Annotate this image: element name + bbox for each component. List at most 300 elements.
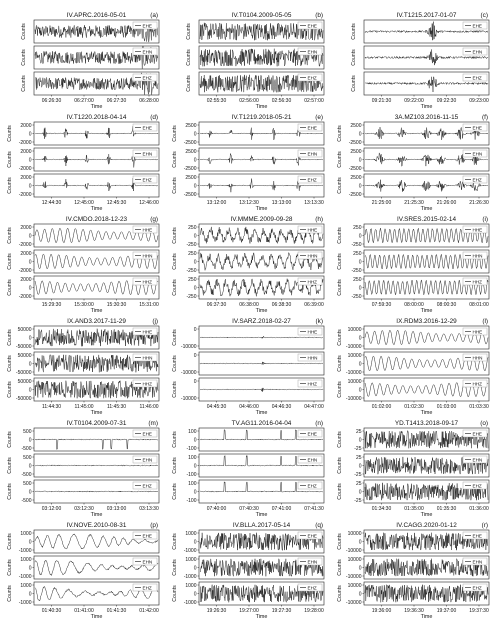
x-tick-label: 06:38:30 (271, 302, 292, 308)
y-tick-label: 10000 (347, 556, 362, 563)
y-axis-label: Counts (172, 253, 178, 270)
x-tick-label: 01:03:00 (436, 404, 457, 410)
subplot-letter: (o) (480, 420, 488, 427)
y-tick-label: 0 (193, 233, 197, 240)
subplot-title: IV.T0104.2009-07-31 (66, 420, 127, 427)
y-tick-label: -100 (186, 471, 197, 478)
y-tick-label: -100 (186, 445, 197, 452)
subplot-title: IV.NOVE.2010-08-31 (66, 522, 127, 529)
legend-label: EHN (307, 559, 318, 565)
x-tick-label: 19:27:30 (271, 608, 292, 614)
y-axis-label: Counts (172, 329, 178, 346)
x-tick-label: 03:13:00 (106, 506, 127, 512)
y-tick-label: -2000 (18, 241, 32, 248)
x-axis-label: Time (90, 512, 103, 518)
x-tick-label: 07:41:00 (271, 506, 292, 512)
y-axis-label: Counts (337, 355, 343, 372)
y-tick-label: 0 (193, 489, 197, 496)
subplot-title: IV.MMME.2009-09-28 (230, 216, 293, 223)
legend-label: EHE (472, 431, 482, 437)
x-axis-label: Time (90, 206, 103, 212)
legend-label: HHZ (307, 381, 317, 387)
subplot-title: YD.T1413.2018-09-17 (394, 420, 459, 427)
y-tick-label: -10000 (345, 395, 362, 402)
y-tick-label: -50000 (15, 343, 32, 350)
y-tick-label: 10000 (347, 530, 362, 537)
x-tick-label: 06:38:00 (239, 302, 259, 308)
subplot-title: IX.AND3.2017-11-29 (67, 318, 126, 325)
y-tick-label: 0 (358, 387, 362, 394)
y-tick-label: -50000 (15, 369, 32, 376)
y-tick-label: -500 (21, 445, 32, 452)
y-tick-label: 0 (358, 489, 362, 496)
subplot-letter: (c) (480, 12, 488, 19)
legend-label: EHZ (142, 483, 152, 489)
y-tick-label: 0 (28, 285, 32, 292)
legend-label: HHZ (472, 381, 482, 387)
y-tick-label: 1000 (20, 556, 32, 563)
x-tick-label: 11:45:30 (106, 404, 127, 410)
subplot-n (172, 420, 324, 518)
y-tick-label: 0 (28, 437, 32, 444)
y-tick-label: 0 (28, 183, 32, 190)
legend-label: EHZ (472, 483, 482, 489)
x-tick-label: 06:26:30 (41, 98, 62, 104)
y-tick-label: 0 (28, 489, 32, 496)
legend-label: HHN (142, 253, 153, 259)
y-axis-label: Counts (7, 125, 13, 142)
y-tick-label: 0 (358, 335, 362, 342)
y-tick-label: 2500 (185, 148, 197, 155)
y-tick-label: 0 (358, 285, 362, 292)
waveform-trace (35, 465, 158, 466)
x-tick-label: 15:29:30 (41, 302, 62, 308)
y-tick-label: 0 (28, 335, 32, 342)
subplot-letter: (l) (482, 318, 488, 325)
y-axis-label: Counts (7, 381, 13, 398)
subplot-title: 3A.MZ103.2016-11-15 (394, 114, 459, 121)
y-axis-label: Counts (172, 227, 178, 244)
y-axis-label: Counts (351, 49, 357, 66)
x-tick-label: 04:46:00 (239, 404, 259, 410)
x-tick-label: 06:28:00 (139, 98, 159, 104)
x-tick-label: 01:42:00 (139, 608, 159, 614)
subplot-title: IV.CMDO.2018-12-23 (65, 216, 128, 223)
y-tick-label: -2000 (18, 191, 32, 198)
y-tick-label: 2000 (20, 122, 32, 129)
subplot-r (337, 522, 489, 618)
subplot-a (21, 12, 159, 110)
subplot-letter: (j) (152, 318, 158, 325)
x-tick-label: 01:36:00 (469, 506, 489, 512)
y-tick-label: 2000 (20, 276, 32, 283)
legend-label: EHE (142, 125, 152, 131)
y-tick-label: 0 (193, 131, 197, 138)
y-tick-label: 2000 (20, 224, 32, 231)
legend-label: EHE (142, 431, 152, 437)
y-tick-label: 250 (188, 250, 197, 257)
x-tick-label: 09:23:00 (469, 98, 489, 104)
y-tick-label: -1000 (18, 599, 32, 606)
y-axis-label: Counts (351, 23, 357, 40)
legend-label: EHE (142, 533, 152, 539)
y-tick-label: -500 (21, 497, 32, 504)
y-tick-label: 0 (358, 131, 362, 138)
y-tick-label: 0 (358, 539, 362, 546)
subplot-title: IV.APRC.2016-05-01 (66, 12, 127, 19)
legend-label: HHE (472, 329, 483, 335)
subplot-title: IX.RDM3.2016-12-29 (396, 318, 457, 325)
legend-label: EHZ (142, 585, 152, 591)
subplot-title: IV.T1220.2018-04-14 (66, 114, 127, 121)
y-tick-label: 50000 (17, 378, 32, 385)
legend-label: EHE (142, 23, 152, 29)
y-axis-label: Counts (7, 151, 13, 168)
x-axis-label: Time (420, 104, 433, 110)
waveform-trace (200, 362, 323, 365)
y-axis-label: Counts (186, 49, 192, 66)
y-axis-label: Counts (7, 431, 13, 448)
y-tick-label: 0 (358, 259, 362, 266)
x-tick-label: 07:40:30 (239, 506, 259, 512)
y-tick-label: 10000 (347, 378, 362, 385)
legend-label: HHN (472, 355, 483, 361)
legend-label: EHE (472, 533, 482, 539)
y-tick-label: -2000 (18, 293, 32, 300)
legend-label: HHZ (472, 279, 482, 285)
legend-label: EHZ (472, 585, 482, 591)
y-tick-label: -10000 (180, 395, 197, 402)
legend-label: HHE (307, 329, 318, 335)
subplot-letter: (k) (315, 318, 323, 325)
x-tick-label: 19:37:30 (469, 608, 489, 614)
legend-label: EHN (472, 559, 483, 565)
y-tick-label: -1000 (18, 547, 32, 554)
y-axis-label: Counts (351, 75, 357, 92)
legend-label: EHN (307, 457, 318, 463)
x-tick-label: 15:31:00 (139, 302, 159, 308)
y-axis-label: Counts (337, 483, 343, 500)
y-axis-label: Counts (21, 49, 27, 66)
y-axis-label: Counts (7, 483, 13, 500)
subplot-letter: (p) (150, 522, 158, 529)
subplot-i (337, 216, 489, 314)
y-tick-label: 1000 (20, 582, 32, 589)
x-tick-label: 06:37:30 (206, 302, 227, 308)
y-tick-label: 250 (353, 224, 362, 231)
y-axis-label: Counts (337, 533, 343, 550)
x-axis-label: Time (255, 308, 268, 314)
x-axis-label: Time (90, 308, 103, 314)
y-axis-label: Counts (172, 125, 178, 142)
y-tick-label: 0 (193, 157, 197, 164)
subplot-letter: (g) (150, 216, 158, 223)
x-tick-label: 12:45:00 (74, 200, 94, 206)
x-tick-label: 01:41:00 (74, 608, 94, 614)
subplot-title: IV.T1215.2017-01-07 (396, 12, 457, 19)
x-tick-label: 02:56:00 (239, 98, 259, 104)
y-axis-label: Counts (337, 559, 343, 576)
x-tick-label: 09:22:00 (404, 98, 424, 104)
y-tick-label: -2000 (18, 139, 32, 146)
y-tick-label: 0 (28, 463, 32, 470)
y-axis-label: Counts (337, 381, 343, 398)
x-tick-label: 02:56:30 (271, 98, 292, 104)
y-axis-label: Counts (337, 431, 343, 448)
subplot-q (172, 522, 324, 618)
x-axis-label: Time (420, 308, 433, 314)
y-tick-label: -10000 (345, 599, 362, 606)
y-tick-label: 100 (188, 428, 197, 435)
x-tick-label: 12:44:30 (41, 200, 62, 206)
x-tick-label: 06:27:00 (74, 98, 94, 104)
subplot-letter: (b) (315, 12, 323, 19)
legend-label: EHZ (307, 75, 317, 81)
y-tick-label: 0 (358, 233, 362, 240)
subplot-j (7, 318, 159, 416)
x-tick-label: 13:12:30 (239, 200, 259, 206)
subplot-title: IV.SRES.2015-02-14 (396, 216, 457, 223)
subplot-letter: (m) (148, 420, 158, 427)
legend-label: EHZ (142, 75, 152, 81)
y-tick-label: -10000 (180, 369, 197, 376)
y-tick-label: 1000 (185, 556, 197, 563)
y-tick-label: 0 (28, 259, 32, 266)
x-tick-label: 07:41:30 (304, 506, 324, 512)
y-tick-label: -2500 (183, 139, 197, 146)
y-tick-label: 2500 (350, 122, 362, 129)
x-tick-label: 21:25:30 (404, 200, 424, 206)
y-tick-label: 0 (193, 437, 197, 444)
y-axis-label: Counts (172, 431, 178, 448)
x-tick-label: 02:57:00 (304, 98, 324, 104)
legend-label: HHE (142, 329, 153, 335)
y-tick-label: 0 (358, 437, 362, 444)
y-tick-label: 2500 (185, 122, 197, 129)
y-tick-label: 0 (28, 387, 32, 394)
y-axis-label: Counts (172, 559, 178, 576)
y-axis-label: Counts (172, 381, 178, 398)
legend-label: EHE (307, 125, 317, 131)
y-axis-label: Counts (186, 23, 192, 40)
x-axis-label: Time (90, 614, 103, 618)
waveform-trace (35, 439, 158, 449)
x-axis-label: Time (420, 614, 433, 618)
legend-label: EHN (307, 151, 318, 157)
subplot-l (337, 318, 489, 416)
x-axis-label: Time (90, 104, 103, 110)
y-tick-label: 100 (188, 454, 197, 461)
y-tick-label: 25 (355, 428, 362, 435)
x-tick-label: 04:46:30 (271, 404, 292, 410)
x-tick-label: 09:22:30 (436, 98, 457, 104)
y-tick-label: 0 (28, 539, 32, 546)
x-tick-label: 19:28:00 (304, 608, 324, 614)
y-tick-label: 0 (28, 157, 32, 164)
y-tick-label: -2500 (348, 191, 362, 198)
y-tick-label: 250 (188, 224, 197, 231)
subplot-title: IV.T0104.2009-05-05 (231, 12, 292, 19)
y-tick-label: -2000 (18, 165, 32, 172)
x-tick-label: 01:35:00 (404, 506, 424, 512)
y-tick-label: -2500 (348, 165, 362, 172)
y-tick-label: -50000 (15, 395, 32, 402)
x-tick-label: 12:45:30 (106, 200, 127, 206)
legend-label: HHE (472, 227, 483, 233)
y-tick-label: -2500 (348, 139, 362, 146)
y-tick-label: 500 (23, 454, 32, 461)
x-tick-label: 02:55:30 (206, 98, 227, 104)
y-tick-label: -25 (354, 497, 362, 504)
y-tick-label: 0 (358, 463, 362, 470)
subplot-letter: (h) (315, 216, 323, 223)
y-tick-label: 1000 (185, 530, 197, 537)
x-tick-label: 01:02:00 (371, 404, 392, 410)
y-tick-label: 250 (353, 276, 362, 283)
y-tick-label: 0 (193, 378, 197, 385)
y-axis-label: Counts (7, 177, 13, 194)
y-tick-label: -2500 (183, 191, 197, 198)
y-tick-label: 1000 (185, 582, 197, 589)
x-tick-label: 03:12:30 (74, 506, 94, 512)
y-tick-label: 0 (358, 361, 362, 368)
x-axis-label: Time (255, 512, 268, 518)
y-tick-label: -250 (351, 241, 362, 248)
y-axis-label: Counts (7, 355, 13, 372)
x-tick-label: 19:36:00 (371, 608, 392, 614)
y-tick-label: -10000 (345, 547, 362, 554)
x-axis-label: Time (90, 410, 103, 416)
y-tick-label: 10000 (347, 352, 362, 359)
y-tick-label: 0 (358, 565, 362, 572)
y-tick-label: 0 (193, 352, 197, 359)
y-tick-label: -2500 (183, 165, 197, 172)
legend-label: EHE (307, 533, 317, 539)
y-tick-label: 0 (358, 183, 362, 190)
subplot-letter: (n) (315, 420, 323, 427)
legend-label: HHE (142, 227, 153, 233)
y-tick-label: -250 (186, 267, 197, 274)
y-tick-label: 10000 (347, 582, 362, 589)
y-axis-label: Counts (7, 329, 13, 346)
x-axis-label: Time (420, 512, 433, 518)
legend-label: EHN (472, 151, 483, 157)
legend-label: HHZ (307, 279, 317, 285)
y-tick-label: 0 (358, 157, 362, 164)
subplot-letter: (f) (481, 114, 488, 121)
y-axis-label: Counts (337, 329, 343, 346)
x-axis-label: Time (420, 410, 433, 416)
x-axis-label: Time (255, 104, 268, 110)
y-axis-label: Counts (172, 151, 178, 168)
subplot-letter: (i) (482, 216, 488, 223)
x-tick-label: 13:13:30 (304, 200, 324, 206)
legend-label: EHN (472, 457, 483, 463)
x-tick-label: 13:13:00 (271, 200, 292, 206)
subplot-letter: (r) (481, 522, 488, 529)
y-axis-label: Counts (7, 533, 13, 550)
x-tick-label: 11:45:00 (74, 404, 94, 410)
x-tick-label: 01:03:30 (469, 404, 489, 410)
subplot-c (351, 12, 489, 110)
x-tick-label: 08:00:30 (436, 302, 457, 308)
legend-label: EHE (307, 23, 317, 29)
x-tick-label: 07:40:00 (206, 506, 227, 512)
y-axis-label: Counts (337, 177, 343, 194)
y-axis-label: Counts (337, 227, 343, 244)
y-tick-label: 25 (355, 454, 362, 461)
subplot-letter: (e) (315, 114, 323, 121)
legend-label: EHN (142, 49, 153, 55)
x-tick-label: 13:12:00 (206, 200, 227, 206)
y-tick-label: -250 (186, 241, 197, 248)
y-tick-label: -1000 (18, 573, 32, 580)
subplot-title: TV.AG11.2016-04-04 (231, 420, 292, 427)
y-tick-label: -1000 (183, 599, 197, 606)
x-axis-label: Time (255, 410, 268, 416)
y-tick-label: -25 (354, 445, 362, 452)
y-tick-label: -2000 (18, 267, 32, 274)
y-tick-label: 0 (28, 131, 32, 138)
y-tick-label: 0 (193, 591, 197, 598)
y-tick-label: 0 (28, 361, 32, 368)
subplot-h (172, 216, 324, 314)
y-axis-label: Counts (337, 253, 343, 270)
y-axis-label: Counts (7, 253, 13, 270)
y-tick-label: 0 (193, 285, 197, 292)
y-tick-label: -250 (351, 293, 362, 300)
y-axis-label: Counts (337, 585, 343, 602)
subplot-title: IV.T1219.2018-05-21 (231, 114, 292, 121)
y-tick-label: 0 (28, 565, 32, 572)
legend-label: HHN (472, 253, 483, 259)
legend-label: EHN (472, 49, 483, 55)
legend-label: EHZ (142, 177, 152, 183)
y-tick-label: 50000 (17, 326, 32, 333)
x-tick-label: 11:44:30 (41, 404, 62, 410)
y-axis-label: Counts (172, 279, 178, 296)
legend-label: EHZ (307, 585, 317, 591)
subplot-title: IV.SARZ.2018-02-27 (232, 318, 291, 325)
x-tick-label: 01:34:30 (371, 506, 392, 512)
y-tick-label: 0 (358, 591, 362, 598)
y-axis-label: Counts (337, 457, 343, 474)
y-tick-label: 0 (28, 233, 32, 240)
y-tick-label: 2000 (20, 250, 32, 257)
x-axis-label: Time (255, 206, 268, 212)
x-axis-label: Time (420, 206, 433, 212)
subplot-letter: (d) (150, 114, 158, 121)
legend-label: HHN (307, 355, 318, 361)
y-tick-label: 2500 (185, 174, 197, 181)
y-tick-label: 0 (193, 539, 197, 546)
legend-label: EHZ (307, 177, 317, 183)
y-axis-label: Counts (7, 227, 13, 244)
legend-label: HHN (142, 355, 153, 361)
x-tick-label: 21:26:30 (469, 200, 489, 206)
subplot-m (7, 420, 159, 518)
subplot-title: IV.BLLA.2017-05-14 (232, 522, 291, 529)
y-axis-label: Counts (172, 457, 178, 474)
x-tick-label: 01:35:30 (436, 506, 457, 512)
legend-label: HHE (307, 227, 318, 233)
subplot-g (7, 216, 159, 314)
y-tick-label: -1000 (183, 573, 197, 580)
x-tick-label: 15:30:30 (106, 302, 127, 308)
y-tick-label: -10000 (345, 369, 362, 376)
y-tick-label: 50000 (17, 352, 32, 359)
x-tick-label: 06:27:30 (106, 98, 127, 104)
